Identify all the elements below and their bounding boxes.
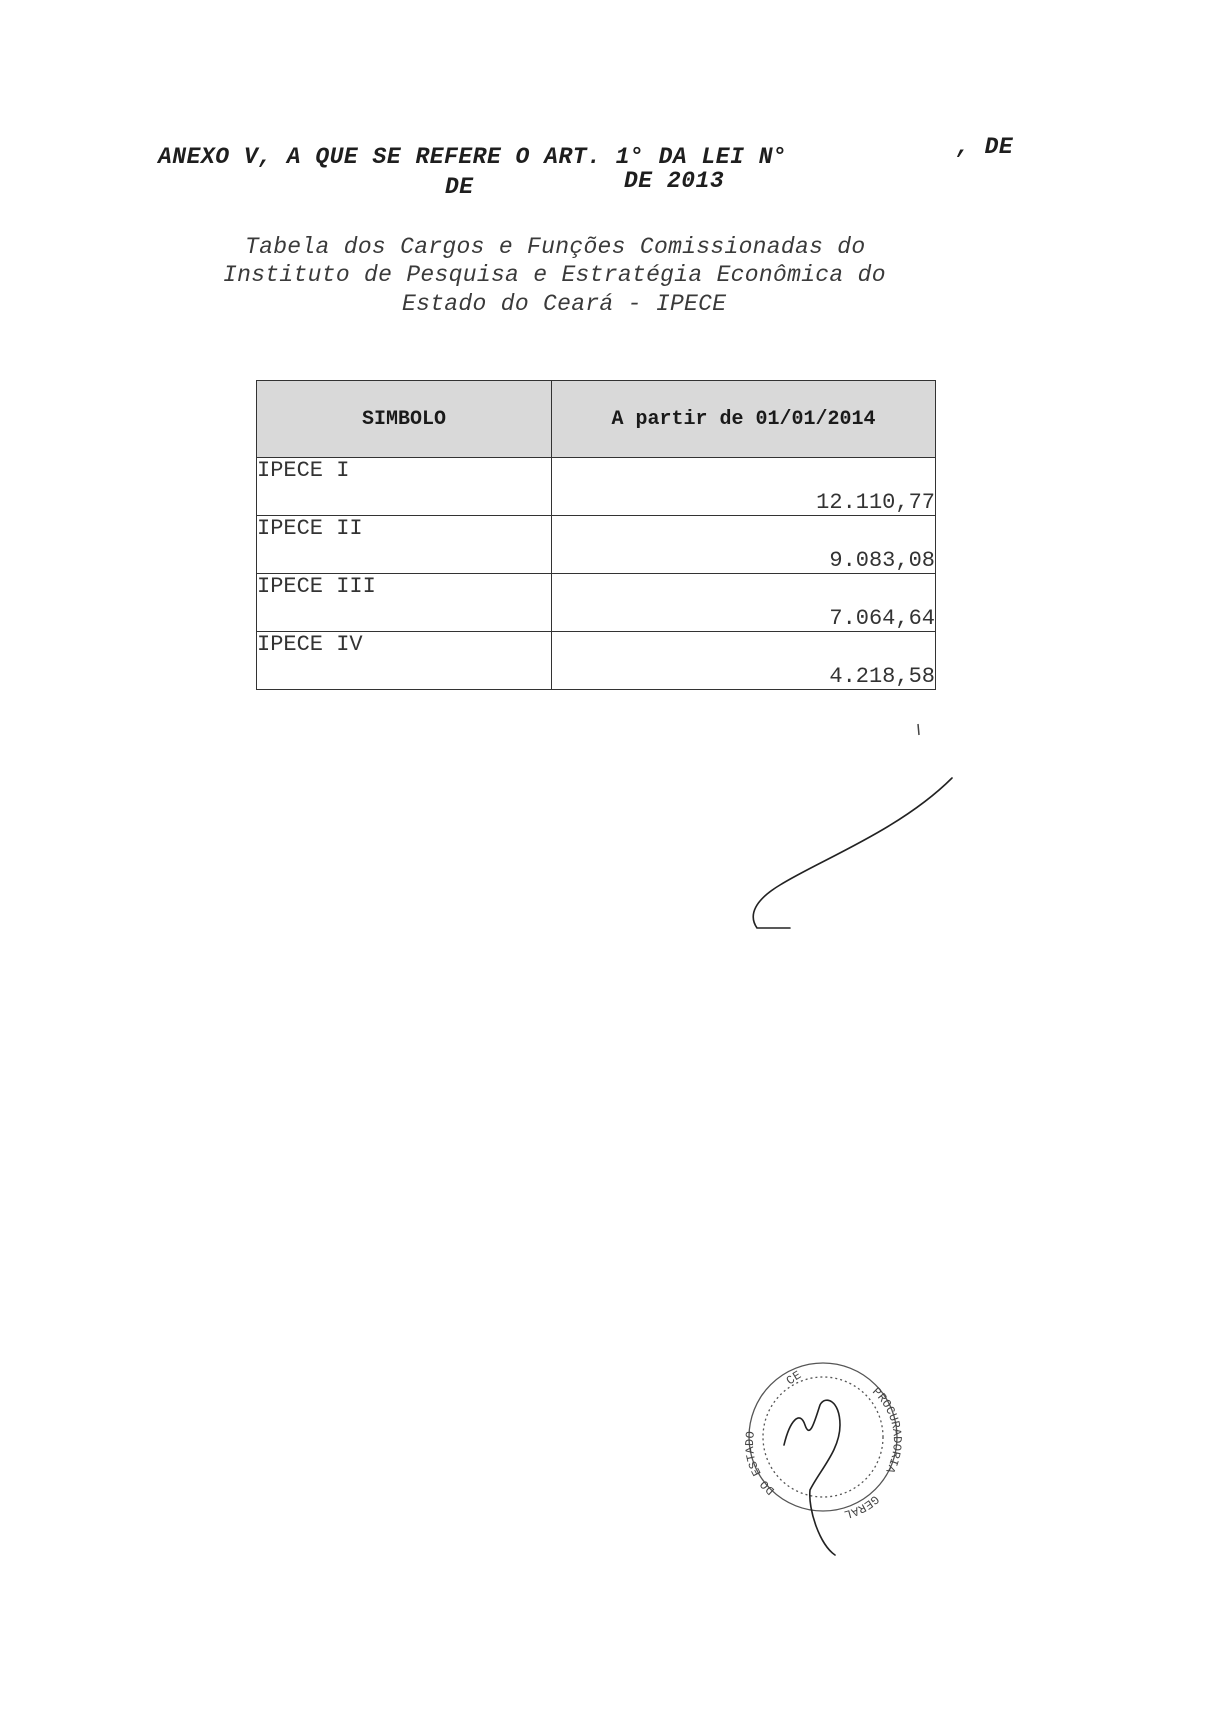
- annex-title-line2-de: DE: [445, 174, 474, 200]
- row-value: 9.083,08: [552, 516, 936, 574]
- svg-text:DO ESTADO: DO ESTADO: [742, 1430, 778, 1498]
- row-value: 12.110,77: [552, 458, 936, 516]
- svg-text:CE: CE: [783, 1368, 804, 1389]
- row-value: 4.218,58: [552, 632, 936, 690]
- row-symbol: IPECE IV: [257, 632, 552, 690]
- table-caption-line1: Tabela dos Cargos e Funções Comissionadas do: [245, 234, 866, 260]
- header-value: A partir de 01/01/2014: [552, 381, 936, 458]
- annex-title-line1-end: , DE: [956, 134, 1014, 160]
- row-symbol: IPECE I: [257, 458, 552, 516]
- annex-title-line2-year: DE 2013: [624, 168, 725, 194]
- row-value: 7.064,64: [552, 574, 936, 632]
- table-caption-line3: Estado do Ceará - IPECE: [402, 291, 727, 317]
- annex-title-line1: ANEXO V, A QUE SE REFERE O ART. 1° DA LEI N°: [158, 144, 788, 170]
- svg-text:GERAL: GERAL: [842, 1491, 882, 1522]
- svg-text:PROCURADORIA: PROCURADORIA: [869, 1384, 904, 1476]
- table-caption-line2: Instituto de Pesquisa e Estratégia Econômica do: [223, 262, 886, 288]
- header-symbol: SIMBOLO: [257, 381, 552, 458]
- row-symbol: IPECE III: [257, 574, 552, 632]
- row-symbol: IPECE II: [257, 516, 552, 574]
